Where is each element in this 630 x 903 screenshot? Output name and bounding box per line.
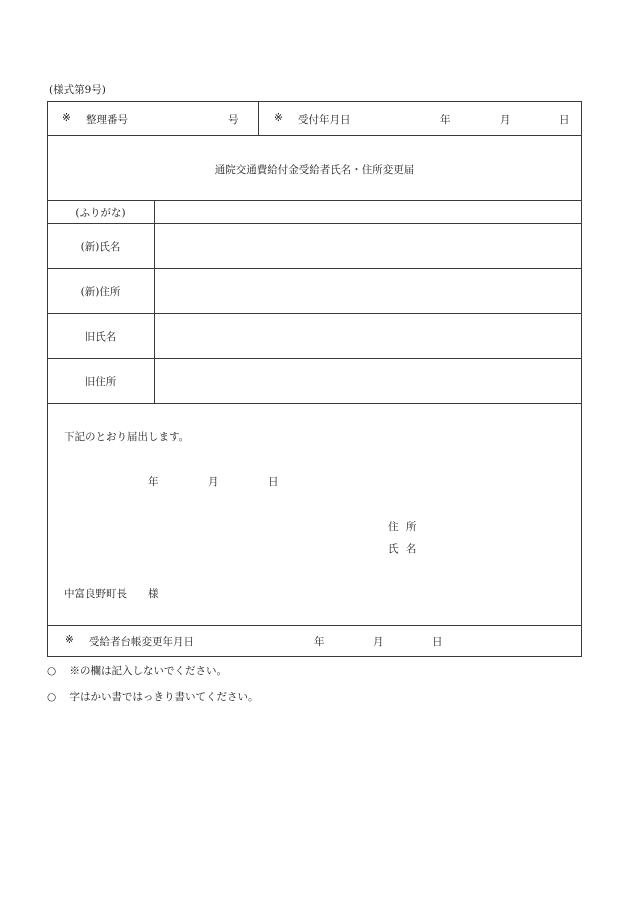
note-bullet: ○: [47, 665, 57, 677]
seiri-number-field[interactable]: [135, 106, 225, 130]
note-mark-2: ※: [274, 112, 283, 124]
old-address-field[interactable]: [156, 359, 581, 402]
old-name-label: 旧氏名: [84, 331, 117, 343]
note-text: 字はかい書ではっきり書いてください。: [69, 691, 259, 703]
ledger-day-label: 日: [432, 636, 443, 648]
rule-label-column: [154, 200, 155, 403]
ledger-change-date-label: 受給者台帳変更年月日: [89, 636, 194, 648]
note-bullet: ○: [47, 691, 57, 703]
rule-header-bottom: [47, 135, 582, 136]
uketsuke-month-label: 月: [500, 114, 511, 126]
applicant-name-label: 氏 名: [388, 543, 417, 555]
submit-year-label: 年: [148, 476, 159, 488]
uketsuke-date-label: 受付年月日: [298, 114, 351, 126]
note-mark-3: ※: [65, 634, 74, 646]
note-mark-1: ※: [62, 112, 71, 124]
applicant-address-field[interactable]: [425, 514, 575, 534]
statement-text: 下記のとおり届出します。: [64, 431, 190, 443]
new-name-field[interactable]: [156, 224, 581, 267]
old-name-field[interactable]: [156, 314, 581, 357]
rule-header-divider: [258, 101, 259, 136]
uketsuke-day-label: 日: [559, 114, 570, 126]
new-address-label: (新)住所: [80, 286, 121, 298]
seiri-number-label: 整理番号: [86, 114, 128, 126]
go-label: 号: [228, 114, 239, 126]
rule-old-address-bottom: [47, 403, 582, 404]
submit-day-label: 日: [268, 476, 279, 488]
new-name-label: (新)氏名: [80, 241, 121, 253]
note-item: [47, 689, 259, 704]
note-text: ※の欄は記入しないでください。: [69, 665, 228, 677]
form-number: (様式第9号): [49, 84, 106, 96]
submit-month-label: 月: [208, 476, 219, 488]
ledger-month-label: 月: [373, 636, 384, 648]
form-title: 通院交通費給付金受給者氏名・住所変更届: [214, 164, 415, 176]
furigana-field[interactable]: [156, 201, 581, 222]
uketsuke-year-label: 年: [440, 114, 451, 126]
new-address-field[interactable]: [156, 269, 581, 312]
applicant-address-label: 住 所: [388, 521, 417, 533]
old-address-label: 旧住所: [84, 376, 117, 388]
rule-body-bottom: [47, 625, 582, 626]
addressee-text: 中富良野町長 様: [64, 588, 159, 600]
furigana-label: (ふりがな): [75, 207, 126, 219]
note-item: [47, 663, 227, 678]
ledger-year-label: 年: [314, 636, 325, 648]
applicant-name-field[interactable]: [425, 536, 575, 556]
